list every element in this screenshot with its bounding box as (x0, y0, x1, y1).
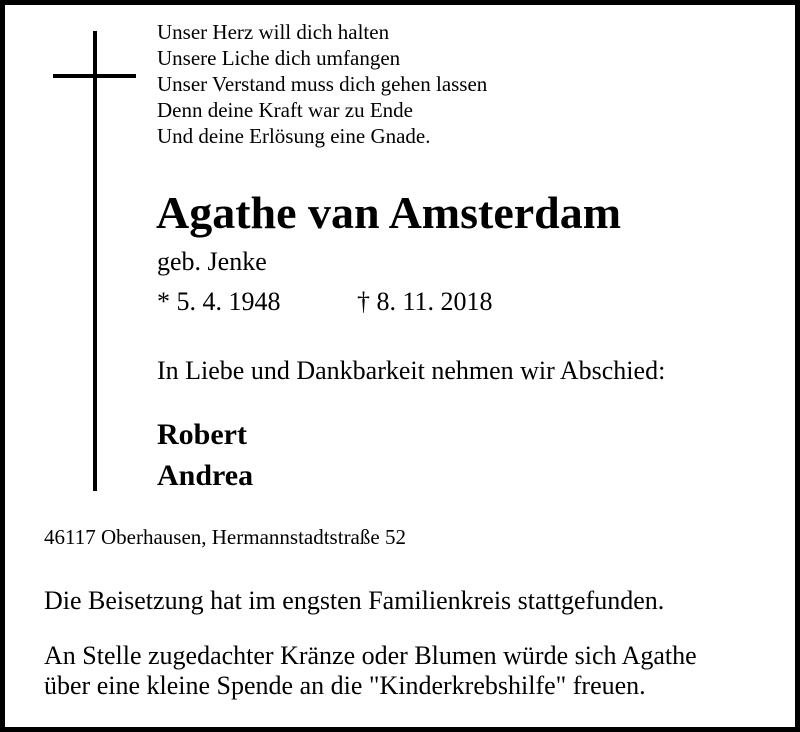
burial-note: Die Beisetzung hat im engsten Familienkreis stattgefunden. (44, 586, 665, 615)
donation-line: An Stelle zugedachter Kränze oder Blumen würde sich Agathe (44, 641, 697, 670)
life-dates (157, 286, 493, 318)
mourner-name: Robert (157, 418, 247, 451)
family-address: 46117 Oberhausen, Hermannstadtstraße 52 (44, 525, 406, 549)
mourner-name: Andrea (157, 459, 254, 492)
poem-line: Unser Herz will dich halten (157, 20, 390, 44)
deceased-name: Agathe van Amsterdam (156, 187, 622, 238)
poem-line: Unser Verstand muss dich gehen lassen (157, 72, 488, 96)
poem-line: Unsere Liche dich umfangen (157, 46, 401, 70)
cross-icon-horizontal-bar (53, 74, 136, 78)
donation-line: über eine kleine Spende an die "Kinderkrebshilfe" freuen. (44, 671, 646, 700)
farewell-text: In Liebe und Dankbarkeit nehmen wir Abschied: (157, 356, 666, 385)
maiden-name: geb. Jenke (157, 247, 267, 276)
poem (157, 19, 487, 149)
cross-icon-vertical-bar (93, 31, 97, 491)
poem-line: Denn deine Kraft war zu Ende (157, 98, 413, 122)
poem-line: Und deine Erlösung eine Gnade. (157, 124, 431, 148)
death-date: † 8. 11. 2018 (357, 287, 493, 316)
donation-note (44, 641, 697, 701)
birth-date: * 5. 4. 1948 (157, 287, 281, 316)
